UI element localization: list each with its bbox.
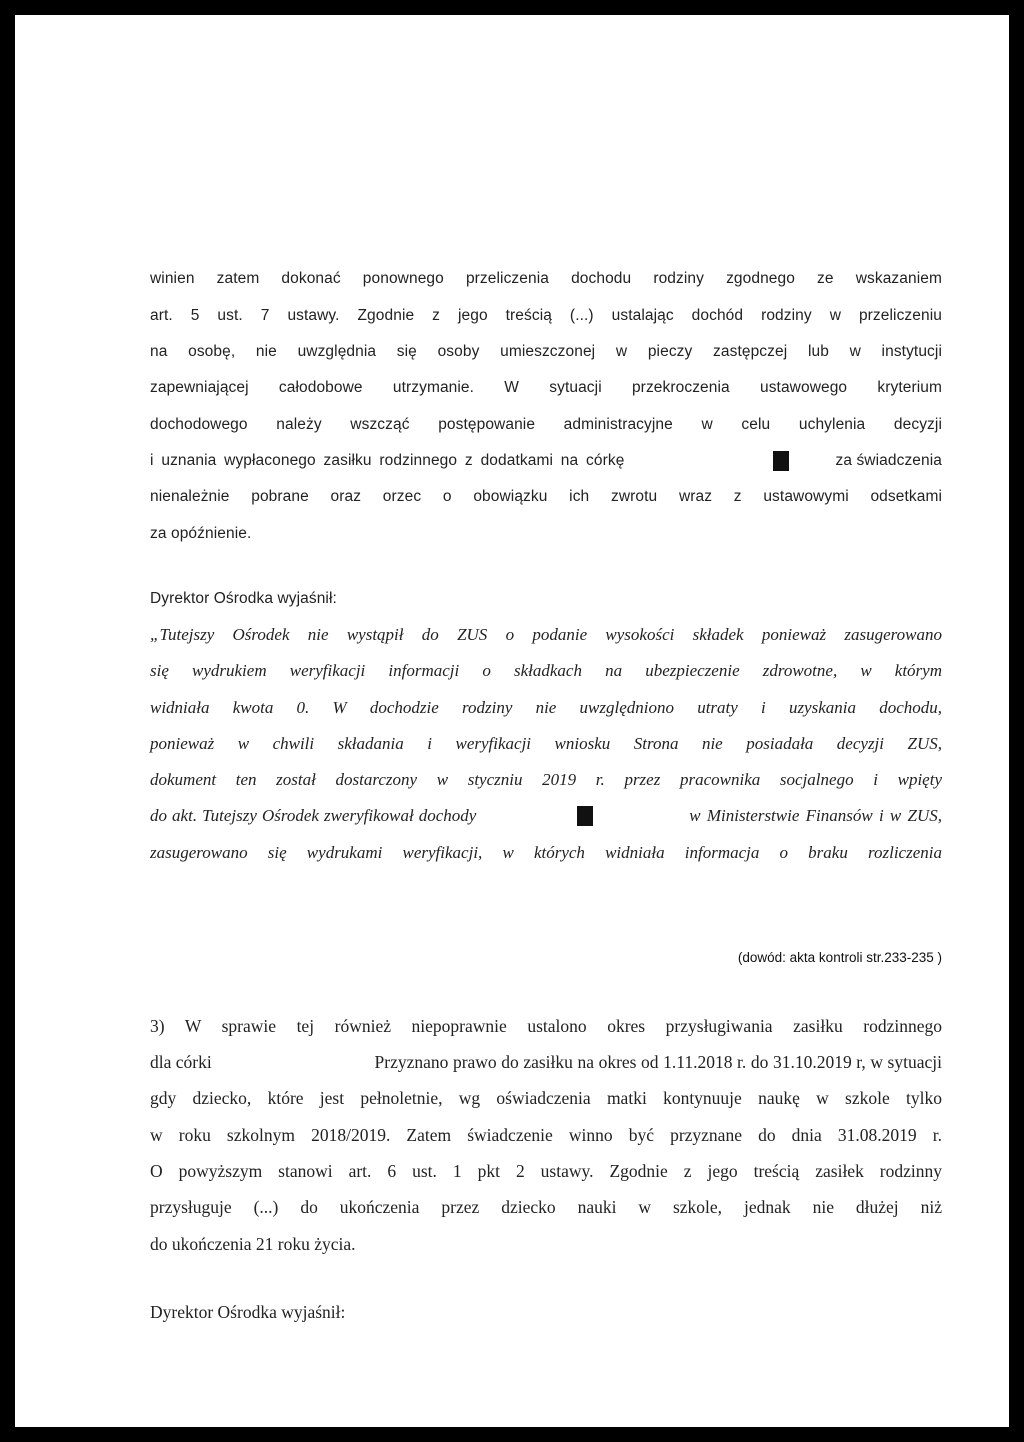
section-heading: Dyrektor Ośrodka wyjaśnił:: [150, 590, 337, 607]
document-sheet: [15, 15, 1009, 1427]
paragraph-line: w roku szkolnym 2018/2019. Zatem świadczenie winno być przyznane do dnia 31.08.2019 r.: [150, 1125, 942, 1145]
section-heading: Dyrektor Ośrodka wyjaśnił:: [150, 1302, 346, 1322]
paragraph-line: przysługuje (...) do ukończenia przez dziecko nauki w szkole, jednak nie dłużej niż: [150, 1197, 942, 1217]
paragraph-line: 3) W sprawie tej również niepoprawnie ustalono okres przysługiwania zasiłku rodzinnego: [150, 1016, 942, 1036]
paragraph-line: gdy dziecko, które jest pełnoletnie, wg oświadczenia matki kontynuuje naukę w szkole tylko: [150, 1088, 942, 1108]
paragraph-text: Przyznano prawo do zasiłku na okres od 1.11.2018 r. do 31.10.2019 r, w sytuacji: [374, 1052, 942, 1072]
paragraph-line: na osobę, nie uwzględnia się osoby umieszczonej w pieczy zastępczej lub w instytucji: [150, 343, 942, 360]
paragraph-line: za opóźnienie.: [150, 525, 252, 542]
quote-line: dokument ten został dostarczony w styczniu 2019 r. przez pracownika socjalnego i wpięty: [150, 770, 942, 789]
paragraph-line: winien zatem dokonać ponownego przeliczenia dochodu rodziny zgodnego ze wskazaniem: [150, 270, 942, 287]
paragraph-line-with-redaction: [150, 446, 942, 476]
quote-line: się wydrukiem weryfikacji informacji o składkach na ubezpieczenie zdrowotne, w którym: [150, 661, 942, 680]
redaction-box: [577, 806, 593, 826]
quote-line: „Tutejszy Ośrodek nie wystąpił do ZUS o podanie wysokości składek ponieważ zasugerowano: [150, 625, 942, 644]
paragraph-text: i uznania wypłaconego zasiłku rodzinnego z dodatkami na córkę: [150, 452, 625, 469]
paragraph-text: dla córki: [150, 1052, 212, 1072]
redaction-box: [773, 451, 789, 471]
quote-text: w Ministerstwie Finansów i w ZUS,: [689, 806, 942, 825]
evidence-reference: (dowód: akta kontroli str.233-235 ): [737, 950, 942, 965]
paragraph-line: zapewniającej całodobowe utrzymanie. W sytuacji przekroczenia ustawowego kryterium: [150, 379, 942, 396]
paragraph-line: do ukończenia 21 roku życia.: [150, 1234, 356, 1254]
quote-line: ponieważ w chwili składania i weryfikacji wniosku Strona nie posiadała decyzji ZUS,: [150, 734, 942, 753]
quote-text: do akt. Tutejszy Ośrodek zweryfikował dochody: [150, 806, 477, 825]
quote-line-with-redaction: [150, 801, 942, 831]
quote-line: zasugerowano się wydrukami weryfikacji, w których widniała informacja o braku rozliczenia: [150, 843, 942, 862]
paragraph-line: O powyższym stanowi art. 6 ust. 1 pkt 2 ustawy. Zgodnie z jego treścią zasiłek rodzinny: [150, 1161, 942, 1181]
quote-line: widniała kwota 0. W dochodzie rodziny nie uwzględniono utraty i uzyskania dochodu,: [150, 698, 942, 717]
paragraph-line: art. 5 ust. 7 ustawy. Zgodnie z jego treścią (...) ustalając dochód rodziny w przeliczeniu: [150, 307, 942, 324]
paragraph-line: dochodowego należy wszcząć postępowanie administracyjne w celu uchylenia decyzji: [150, 416, 942, 433]
paragraph-text: za świadczenia: [835, 452, 942, 469]
paragraph-line: nienależnie pobrane oraz orzec o obowiązku ich zwrotu wraz z ustawowymi odsetkami: [150, 488, 942, 505]
paragraph-line: [150, 1047, 942, 1077]
